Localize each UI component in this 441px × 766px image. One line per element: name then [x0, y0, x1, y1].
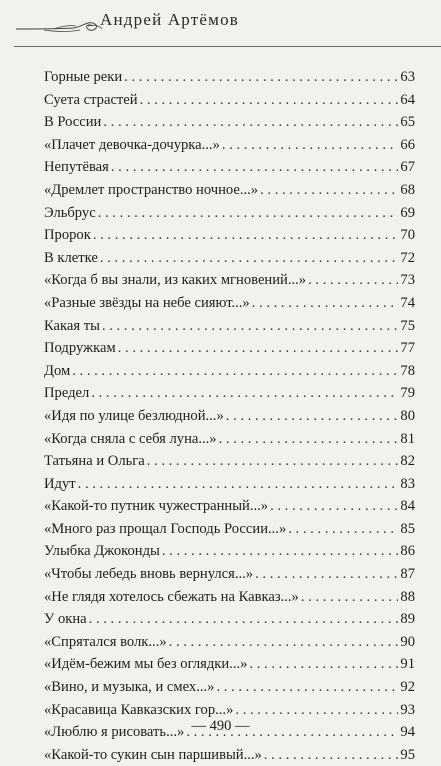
toc-title: «Плачет девочка-дочурка...» [44, 136, 220, 153]
header-rule [14, 46, 441, 47]
toc-title: «Не глядя хотелось сбежать на Кавказ...» [44, 588, 299, 605]
toc-page-number: 87 [400, 566, 415, 583]
toc-entry [44, 473, 415, 496]
toc-page-number: 78 [400, 362, 415, 379]
toc-page-number: 77 [400, 340, 415, 357]
toc-leader-dots [219, 428, 399, 451]
toc-leader-dots [288, 518, 398, 541]
toc-leader-dots [162, 540, 399, 563]
toc-leader-dots [102, 315, 398, 338]
toc-title: В России [44, 114, 102, 131]
toc-entry [44, 247, 415, 270]
toc-leader-dots [93, 224, 399, 247]
toc-entry [44, 563, 415, 586]
toc-title: «Люблю я рисовать...» [44, 724, 185, 741]
toc-leader-dots [216, 676, 398, 699]
toc-entry [44, 495, 415, 518]
toc-entry [44, 653, 415, 676]
toc-title: Татьяна и Ольга [44, 453, 145, 470]
toc-page-number: 86 [400, 543, 415, 560]
table-of-contents [44, 66, 415, 766]
toc-entry [44, 360, 415, 383]
toc-page-number: 93 [400, 701, 415, 718]
toc-title: У окна [44, 611, 87, 628]
toc-leader-dots [140, 89, 399, 112]
toc-page-number: 94 [400, 724, 415, 741]
toc-page-number: 67 [400, 159, 415, 176]
toc-leader-dots [100, 247, 399, 270]
toc-entry [44, 292, 415, 315]
toc-leader-dots [301, 586, 399, 609]
toc-title: «Спрятался волк...» [44, 633, 167, 650]
toc-title: «Вино, и музыка, и смех...» [44, 679, 215, 696]
toc-leader-dots [222, 134, 399, 157]
toc-page-number: 82 [400, 453, 415, 470]
toc-title: «Много раз прощал Господь России...» [44, 520, 287, 537]
toc-entry [44, 450, 415, 473]
toc-entry [44, 134, 415, 157]
toc-page-number: 83 [400, 475, 415, 492]
toc-leader-dots [226, 405, 399, 428]
toc-leader-dots [147, 450, 399, 473]
toc-title: Эльбрус [44, 204, 96, 221]
toc-title: «Идя по улице безлюдной...» [44, 407, 224, 424]
toc-page-number: 65 [400, 114, 415, 131]
toc-entry [44, 111, 415, 134]
toc-title: Суета страстей [44, 91, 138, 108]
toc-page-number: 70 [400, 227, 415, 244]
toc-entry [44, 518, 415, 541]
toc-leader-dots [308, 269, 398, 292]
toc-title: «Какой-то сукин сын паршивый...» [44, 746, 262, 763]
toc-entry [44, 315, 415, 338]
toc-title: В клетке [44, 249, 98, 266]
toc-page-number: 80 [400, 407, 415, 424]
toc-page-number: 66 [400, 136, 415, 153]
toc-page-number: 95 [400, 746, 415, 763]
toc-title: Непутёвая [44, 159, 109, 176]
toc-leader-dots [91, 382, 398, 405]
toc-entry [44, 179, 415, 202]
toc-title: «Дремлет пространство ночное...» [44, 181, 259, 198]
toc-title: Предел [44, 385, 90, 402]
toc-title: «Разные звёзды на небе сияют...» [44, 294, 250, 311]
toc-leader-dots [252, 292, 399, 315]
toc-leader-dots [78, 473, 399, 496]
toc-title: Дом [44, 362, 71, 379]
toc-entry [44, 676, 415, 699]
toc-page-number: 91 [400, 656, 415, 673]
toc-title: «Идём-бежим мы без оглядки...» [44, 656, 248, 673]
page-header [0, 0, 441, 52]
toc-entry [44, 224, 415, 247]
toc-page-number: 63 [400, 69, 415, 85]
toc-leader-dots [264, 744, 399, 766]
toc-leader-dots [98, 202, 399, 225]
toc-page-number: 72 [400, 249, 415, 266]
page-number: — 490 — [191, 718, 250, 734]
toc-entry [44, 631, 415, 654]
toc-page-number: 64 [400, 91, 415, 108]
toc-page-number: 84 [400, 498, 415, 515]
ornament-icon [14, 20, 104, 36]
toc-leader-dots [118, 337, 399, 360]
toc-page-number: 69 [400, 204, 415, 221]
toc-title: Подружкам [44, 340, 116, 357]
toc-leader-dots [260, 179, 398, 202]
toc-entry [44, 540, 415, 563]
toc-title: Горные реки [44, 69, 123, 85]
toc-entry [44, 428, 415, 451]
toc-entry [44, 269, 415, 292]
toc-page-number: 74 [400, 294, 415, 311]
toc-entry [44, 744, 415, 766]
toc-entry [44, 89, 415, 112]
toc-page-number: 85 [400, 520, 415, 537]
toc-page-number: 92 [400, 679, 415, 696]
toc-title: «Чтобы лебедь вновь вернулся...» [44, 566, 254, 583]
toc-title: Какая ты [44, 317, 100, 334]
toc-title: «Красавица Кавказских гор...» [44, 701, 234, 718]
toc-entry [44, 608, 415, 631]
toc-title: Улыбка Джоконды [44, 543, 160, 560]
toc-page-number: 89 [400, 611, 415, 628]
toc-entry [44, 66, 415, 89]
running-header-author: Андрей Артёмов [100, 10, 240, 29]
toc-title: Пророк [44, 227, 91, 244]
toc-leader-dots [270, 495, 398, 518]
toc-page-number: 79 [400, 385, 415, 402]
toc-leader-dots [255, 563, 398, 586]
toc-title: «Какой-то путник чужестранный...» [44, 498, 269, 515]
toc-leader-dots [72, 360, 398, 383]
toc-entry [44, 405, 415, 428]
toc-title: Идут [44, 475, 76, 492]
toc-page-number: 68 [400, 181, 415, 198]
toc-leader-dots [103, 111, 398, 134]
toc-title: «Когда б вы знали, из каких мгновений...» [44, 272, 307, 289]
toc-page-number: 88 [400, 588, 415, 605]
toc-entry [44, 337, 415, 360]
toc-leader-dots [89, 608, 399, 631]
toc-leader-dots [249, 653, 398, 676]
toc-entry [44, 202, 415, 225]
toc-page-number: 81 [400, 430, 415, 447]
toc-title: «Когда сняла с себя луна...» [44, 430, 217, 447]
toc-leader-dots [111, 156, 399, 179]
toc-entry [44, 382, 415, 405]
toc-entry [44, 156, 415, 179]
toc-page-number: 73 [400, 272, 415, 289]
toc-entry [44, 586, 415, 609]
toc-leader-dots [169, 631, 399, 654]
toc-leader-dots [124, 66, 398, 89]
toc-page-number: 90 [400, 633, 415, 650]
toc-page-number: 75 [400, 317, 415, 334]
